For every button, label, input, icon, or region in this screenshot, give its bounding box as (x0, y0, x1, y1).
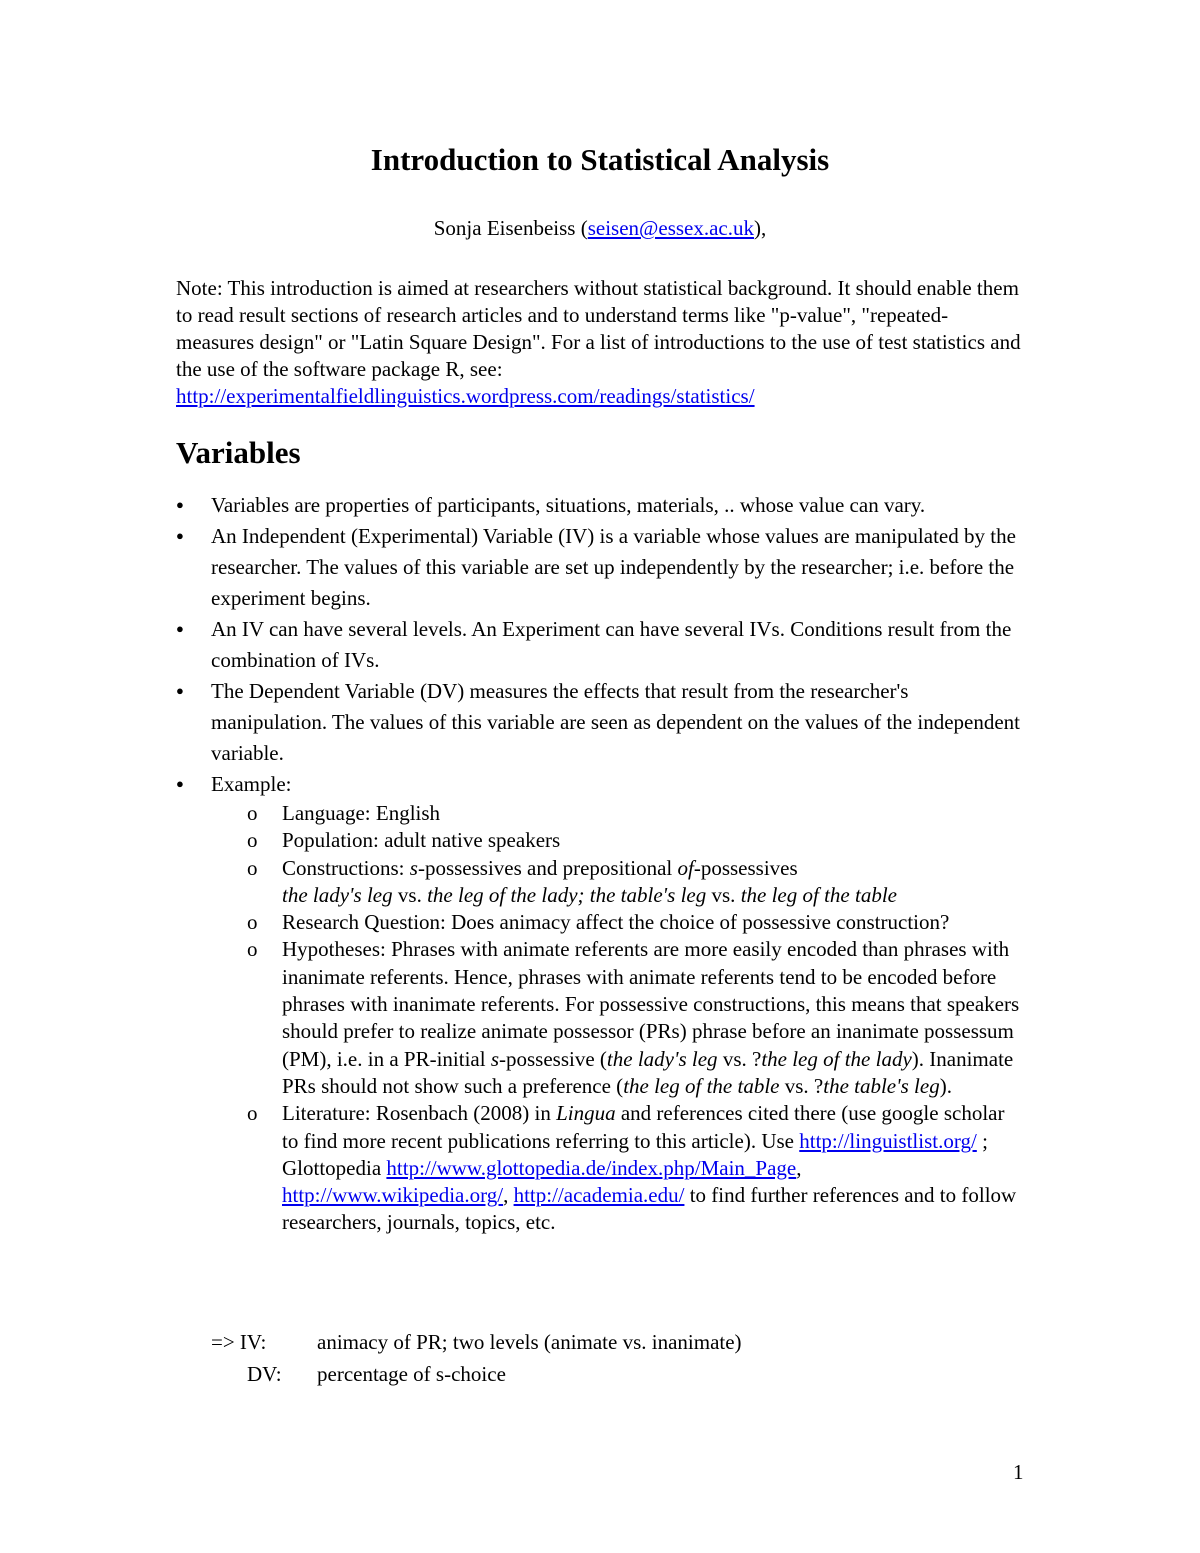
sub-bullet-icon: o (247, 801, 258, 825)
sub-bullet-icon: o (247, 937, 258, 962)
wikipedia-link[interactable]: http://www.wikipedia.org/ (282, 1183, 504, 1208)
dv-value: percentage of s-choice (317, 1362, 506, 1386)
sub-bullet-icon: o (247, 855, 258, 880)
dv-label: DV: (247, 1362, 282, 1386)
bullet-icon (176, 769, 196, 802)
iv-label: => IV: (211, 1330, 267, 1354)
sub-item-literature: o Literature: Rosenbach (2008) in Lingua and references cited there (use google scholar to find more recent publications referring to this article). Use http://linguistlist.org/ ; Glottopedia http://www.glottopedia.de/index.php/Main_Page, http://www.wikipedia.org/, http://academia.edu/ to find further references and to follow researchers, journals, topics, etc. (247, 1101, 1017, 1235)
note-text: Note: This introduction is aimed at researchers without statistical background. It should enable them to read result sections of research articles and to understand terms like "p-value", "repeated-measures design" or "Latin Square Design". For a list of introductions to the use of test statistics and the use of the software package R, see: (176, 276, 1021, 381)
sub-item-language: o Language: English (211, 800, 1026, 827)
sub-item-constructions: o Constructions: s-possessives and prepositional of-possessives the lady's leg vs. the leg of the lady; the table's leg vs. the leg of the table (247, 855, 897, 907)
intro-note (176, 275, 1026, 410)
bullet-icon (176, 614, 196, 647)
sub-item-hypotheses: o Hypotheses: Phrases with animate referents are more easily encoded than phrases with inanimate referents. Hence, phrases with animate referents tend to be encoded before phrases with inanimate referents. For possessive constructions, this means that speakers should prefer to realize animate possessor (PRs) phrase before an inanimate possessum (PM), i.e. in a PR-initial s-possessive (the lady's leg vs. ?the leg of the lady). Inanimate PRs should not show such a preference (the leg of the table vs. ?the table's leg). (247, 937, 1020, 1098)
glottopedia-link[interactable]: http://www.glottopedia.de/index.php/Main_Page (386, 1155, 797, 1180)
bullet-item-example: ● Example: o Language: English o Population: adult native speakers o Constructions: s-possessives and prepositional of-possessives the lady's leg vs. the leg of the lady; the table's leg vs. the leg of the table o Research Question: Does animacy affect the choice of possessive construction? o Hypotheses: Phrases with animate referents are more easily encoded than phrases with inanimate referents. Hence, phrases with animate referents tend to be encoded before phrases with inanimate referents. For possessive constructions, this means that speakers should prefer to realize animate possessor (PRs) phrase before an inanimate possessum (PM), i.e. in a PR-initial s-possessive (the lady's leg vs. ?the leg of the lady). Inanimate PRs should not show such a preference (the leg of the table vs. ?the table's leg). o Literature: Rosenbach (2008) in Lingua and references cited there (use google scholar to find more recent publications referring to this article). Use http://linguistlist.org/ ; Glottopedia http://www.glottopedia.de/index.php/Main_Page, http://www.wikipedia.org/, http://academia.edu/ to find further references and to follow researchers, journals, topics, etc. (176, 769, 1026, 1237)
sub-bullet-icon: o (247, 828, 258, 853)
bullet-item: ● Variables are properties of participants, situations, materials, .. whose value can vary. (176, 490, 1026, 521)
bullet-item: ● An IV can have several levels. An Experiment can have several IVs. Conditions result from the combination of IVs. (176, 614, 1026, 676)
bullet-icon (176, 676, 196, 709)
variables-bullet-list (176, 490, 1026, 1237)
statistics-readings-link[interactable]: http://experimentalfieldlinguistics.wordpress.com/readings/statistics/ (176, 384, 755, 408)
page-title: Introduction to Statistical Analysis (370, 142, 830, 177)
iv-line (211, 1326, 742, 1358)
page-number: 1 (1013, 1460, 1024, 1484)
dv-line (247, 1358, 506, 1390)
academia-link[interactable]: http://academia.edu/ (513, 1183, 685, 1208)
section-heading-variables: Variables (176, 435, 301, 470)
author-name: Sonja Eisenbeiss ( (433, 216, 588, 240)
bullet-item: ● The Dependent Variable (DV) measures the effects that result from the researcher's manipulation. The values of this variable are seen as dependent on the values of the independent variable. (176, 676, 1026, 769)
example-sublist (211, 800, 1026, 1237)
author-email-link[interactable]: seisen@essex.ac.uk (587, 216, 755, 240)
author-suffix: ), (754, 216, 767, 240)
sub-item-research-question: o Research Question: Does animacy affect the choice of possessive construction? (211, 909, 1026, 936)
sub-item-population: o Population: adult native speakers (211, 827, 1026, 854)
author-line (0, 213, 1200, 243)
sub-bullet-icon: o (247, 910, 258, 935)
bullet-icon (176, 490, 196, 523)
linguistlist-link[interactable]: http://linguistlist.org/ (799, 1128, 977, 1153)
bullet-icon (176, 521, 196, 554)
sub-bullet-icon: o (247, 1101, 258, 1126)
bullet-item: ● An Independent (Experimental) Variable (IV) is a variable whose values are manipulated by the researcher. The values of this variable are set up independently by the researcher; i.e. before the experiment begins. (176, 521, 1026, 614)
iv-value: animacy of PR; two levels (animate vs. inanimate) (317, 1330, 742, 1354)
